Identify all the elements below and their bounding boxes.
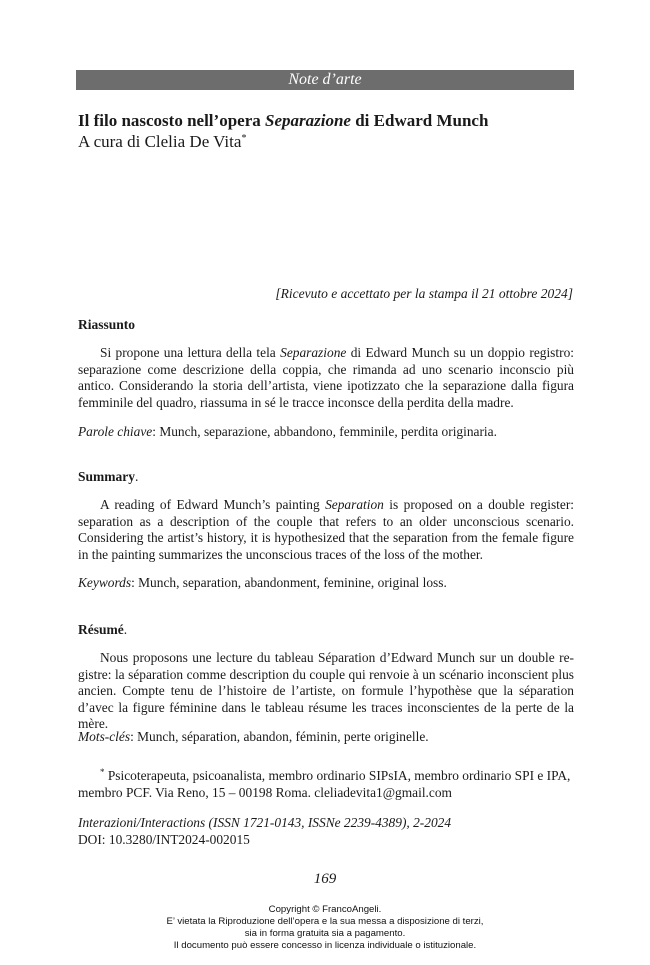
resume-heading-dot: . [123,622,128,637]
keywords-fr-list: : Munch, séparation, abandon, féminin, perte originelle. [130,729,429,744]
abstract-it-keywords [78,424,574,440]
received-date: [Ricevuto e accettato per la stampa il 21 ottobre 2024] [275,286,573,301]
abstract-en-artwork: Separation [325,497,384,512]
abstract-en-text-before: A reading of Edward Munch’s painting [100,497,326,512]
abstract-fr-keywords [78,729,574,745]
abstract-it-body [78,345,574,411]
copyright-line-3: sia in forma gratuita sia a pagamento. [244,928,406,939]
abstract-fr-body: Nous proposons une lecture du tableau Séparation d’Edward Munch sur un double registre: la séparation comme description du couple qui renvoie à un scénario inconscient plus ancien. Compte tenu de l’histoire de l’artiste, on formule l’hypothèse que la séparation d’avec la figure féminine dans le tableau résume les traces inconscientes de la perte de la mère. [78,650,574,732]
abstract-en-text-after: is proposed on a double register: separation as a description of the couple that refers to an older unconscious scenario. Considering the artist’s history, it is hypothesized that the separation from the female figure in the painting summarizes the unconscious traces of the loss of the mother. [78,497,574,562]
title-prefix: Il filo nascosto nell’opera [78,111,265,130]
abstract-fr-heading [78,622,127,638]
page-number: 169 [313,871,337,887]
summary-heading-text: Summary [78,469,135,484]
section-banner [76,70,574,90]
copyright-notice [0,904,650,952]
article-curator [78,132,246,152]
footnote-mark: * [100,767,105,777]
keywords-it-label: Parole chiave [78,424,153,439]
copyright-line-4: Il documento può essere concesso in licenza individuale o istituzionale. [173,940,477,951]
doi: DOI: 10.3280/INT2024-002015 [78,832,250,847]
abstract-it-heading: Riassunto [78,317,136,332]
curator-name: A cura di Clelia De Vita [78,132,242,151]
copyright-line-1: Copyright © FrancoAngeli. [268,904,382,915]
abstract-en-body [78,497,574,563]
title-artwork: Separazione [265,111,351,130]
abstract-it-artwork: Separazione [280,345,347,360]
section-title: Note d’arte [288,71,362,88]
keywords-en-list: : Munch, separation, abandonment, feminine, original loss. [131,575,447,590]
footnote-marker: * [241,133,247,144]
abstract-it-text-after: di Edward Munch su un doppio registro: separazione come descrizione della coppia, che rimanda ad uno scenario inconscio più antico. Considerando la storia dell’artista, viene ipotizzato che la separazione dalla figura femminile del quadro, riassuma in sé le tracce inconsce della perdita della madre. [78,345,574,410]
abstract-en-keywords [78,575,574,591]
author-footnote [78,767,574,801]
keywords-it-list: : Munch, separazione, abbandono, femminile, perdita originaria. [152,424,497,439]
abstract-en-heading [78,469,138,485]
summary-heading-dot: . [135,469,139,484]
copyright-line-2: E’ vietata la Riproduzione dell’opera e la sua messa a disposizione di terzi, [166,916,484,927]
title-suffix: di Edward Munch [350,111,489,130]
footnote-text: Psicoterapeuta, psicoanalista, membro ordinario SIPsIA, membro ordinario SPI e IPA, membro PCF. Via Reno, 15 – 00198 Roma. cleliadevita1@gmail.com [78,768,571,800]
abstract-it-text-before: Si propone una lettura della tela [100,345,281,360]
resume-heading-text: Résumé [78,622,124,637]
keywords-fr-label: Mots-clés [78,729,131,744]
journal-citation: Interazioni/Interactions (ISSN 1721-0143, ISSNe 2239-4389), 2-2024 [78,815,452,830]
keywords-en-label: Keywords [78,575,132,590]
article-title [78,111,488,131]
